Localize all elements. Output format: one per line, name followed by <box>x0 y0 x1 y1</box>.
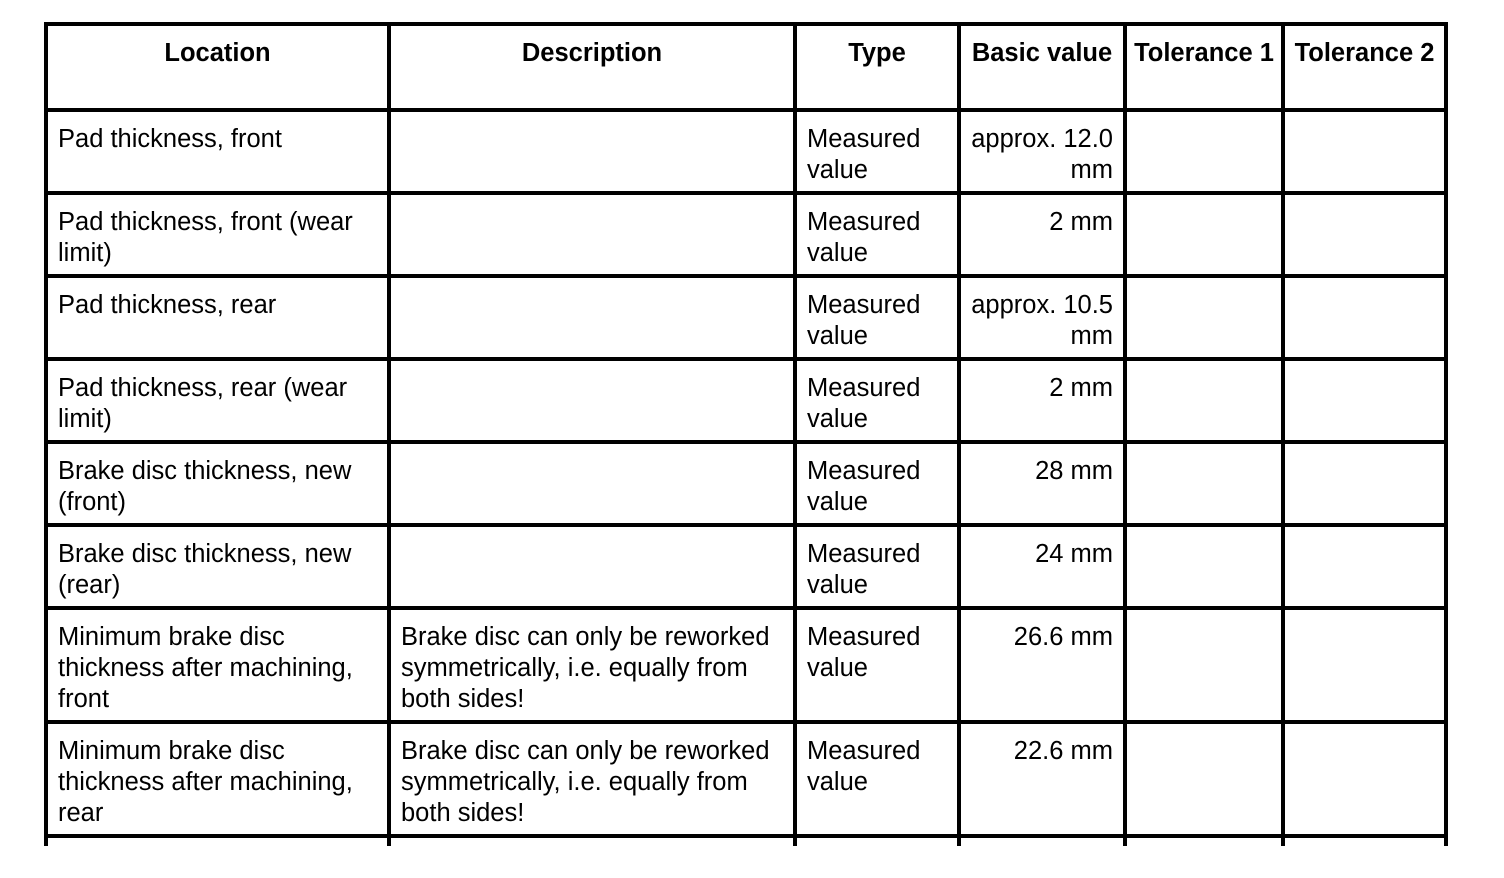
cell-tolerance-1 <box>1125 722 1283 836</box>
cell-location: Minimum brake disc thickness after machining, front <box>46 608 389 722</box>
cell-basic-value: 2 mm <box>959 359 1125 442</box>
cell-type: Measured value <box>795 525 959 608</box>
cell-description <box>389 525 795 608</box>
cell-tolerance-1 <box>1125 193 1283 276</box>
header-basic-value: Basic value <box>959 24 1125 110</box>
cell-type: Measured value <box>795 110 959 193</box>
cell-type: Measured value <box>795 442 959 525</box>
continuation-cell <box>959 836 1125 846</box>
cell-location: Pad thickness, front <box>46 110 389 193</box>
cell-tolerance-2 <box>1283 525 1446 608</box>
header-tolerance-2: Tolerance 2 <box>1283 24 1446 110</box>
cell-location: Brake disc thickness, new (front) <box>46 442 389 525</box>
continuation-cell <box>1283 836 1446 846</box>
cell-tolerance-1 <box>1125 110 1283 193</box>
cell-description <box>389 442 795 525</box>
cell-location: Pad thickness, front (wear limit) <box>46 193 389 276</box>
cell-location: Brake disc thickness, new (rear) <box>46 525 389 608</box>
header-location: Location <box>46 24 389 110</box>
header-type: Type <box>795 24 959 110</box>
cell-basic-value: approx. 12.0 mm <box>959 110 1125 193</box>
cell-tolerance-2 <box>1283 722 1446 836</box>
cell-tolerance-2 <box>1283 276 1446 359</box>
cell-tolerance-2 <box>1283 359 1446 442</box>
cell-description: Brake disc can only be reworked symmetrically, i.e. equally from both sides! <box>389 608 795 722</box>
cell-type: Measured value <box>795 608 959 722</box>
cell-location: Pad thickness, rear <box>46 276 389 359</box>
cell-tolerance-1 <box>1125 525 1283 608</box>
table-row <box>46 359 1446 442</box>
table-row <box>46 276 1446 359</box>
cell-basic-value: 2 mm <box>959 193 1125 276</box>
cell-tolerance-2 <box>1283 442 1446 525</box>
cell-tolerance-2 <box>1283 193 1446 276</box>
continuation-cell <box>795 836 959 846</box>
cell-basic-value: 22.6 mm <box>959 722 1125 836</box>
table-row <box>46 193 1446 276</box>
cell-type: Measured value <box>795 359 959 442</box>
cell-tolerance-1 <box>1125 359 1283 442</box>
cell-basic-value: 26.6 mm <box>959 608 1125 722</box>
cell-tolerance-1 <box>1125 442 1283 525</box>
cell-location: Pad thickness, rear (wear limit) <box>46 359 389 442</box>
cell-basic-value: 28 mm <box>959 442 1125 525</box>
cell-type: Measured value <box>795 193 959 276</box>
cell-description <box>389 193 795 276</box>
header-tolerance-1: Tolerance 1 <box>1125 24 1283 110</box>
continuation-cell <box>46 836 389 846</box>
cell-description <box>389 359 795 442</box>
cell-description <box>389 110 795 193</box>
cell-description: Brake disc can only be reworked symmetrically, i.e. equally from both sides! <box>389 722 795 836</box>
cell-tolerance-1 <box>1125 276 1283 359</box>
cell-description <box>389 276 795 359</box>
cell-basic-value: approx. 10.5 mm <box>959 276 1125 359</box>
header-description: Description <box>389 24 795 110</box>
cell-type: Measured value <box>795 722 959 836</box>
cell-location: Minimum brake disc thickness after machining, rear <box>46 722 389 836</box>
continuation-cell <box>389 836 795 846</box>
table-row <box>46 608 1446 722</box>
cell-tolerance-2 <box>1283 110 1446 193</box>
table-continuation-row <box>46 836 1446 846</box>
cell-tolerance-2 <box>1283 608 1446 722</box>
cell-type: Measured value <box>795 276 959 359</box>
continuation-cell <box>1125 836 1283 846</box>
table-row <box>46 110 1446 193</box>
header-row <box>46 24 1446 110</box>
table-row <box>46 442 1446 525</box>
table-row <box>46 525 1446 608</box>
table-row <box>46 722 1446 836</box>
cell-tolerance-1 <box>1125 608 1283 722</box>
cell-basic-value: 24 mm <box>959 525 1125 608</box>
brake-specification-table <box>44 22 1448 846</box>
